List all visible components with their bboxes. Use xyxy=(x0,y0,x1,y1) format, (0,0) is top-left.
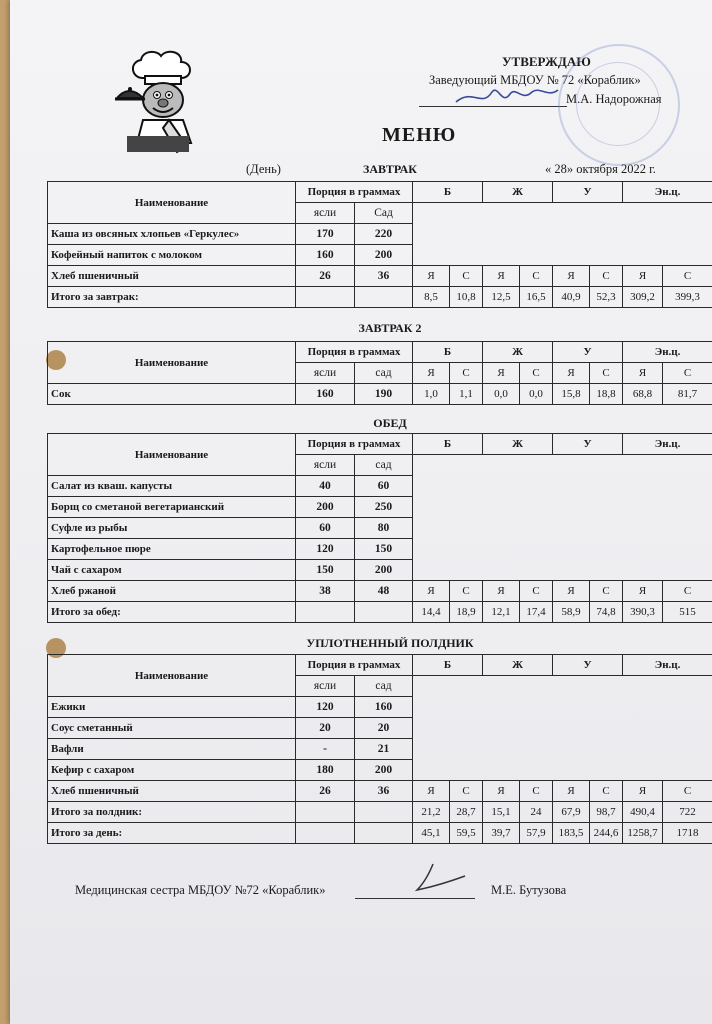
section-title-lunch: ОБЕД xyxy=(373,416,407,430)
table-row: Суфле из рыбы 60 80 xyxy=(48,518,712,539)
table-row: Хлеб ржаной 38 48 Я С Я С Я С Я С xyxy=(48,581,712,602)
table-row: Борщ со сметаной вегетарианский 200 250 xyxy=(48,497,712,518)
footer-signature-line xyxy=(355,898,475,899)
table-row: Вафли - 21 xyxy=(48,739,712,760)
header-zh: Ж xyxy=(483,182,553,203)
header-b: Б xyxy=(413,182,483,203)
table-row: Кофейный напиток с молоком 160 200 xyxy=(48,245,712,266)
day-total-row: Итого за день: 45,1 59,5 39,7 57,9 183,5 244,6 1258,7 1718 xyxy=(48,823,712,844)
total-row: Итого за полдник: 21,2 28,7 15,1 24 67,9 98,7 490,4 722 xyxy=(48,802,712,823)
breakfast-table xyxy=(47,181,712,308)
header-yasli: ясли xyxy=(296,203,355,224)
approval-title: УТВЕРЖДАЮ xyxy=(502,54,591,69)
table-row: Ежики 120 160 xyxy=(48,697,712,718)
footer-name: М.Е. Бутузова xyxy=(491,883,567,897)
table-row: Салат из кваш. капусты 40 60 xyxy=(48,476,712,497)
snack-table: Наименование Порция в граммах Б Ж У Эн.ц. ясли сад Ежики 120 160 Соус сметанный 20 20 Вафли - 21 Кефир с сахаром 180 200 Хлеб пшеничный 26 36 Я С Я С Я С Я С Итого за полдник: 21,2 28,7 15,1 24 67,9 98,7 490,4 722 Итого за день: 45,1 59,5 39,7 57,9 183,5 244,6 1258,7 1718 xyxy=(47,654,712,844)
day-label: (День) xyxy=(246,162,281,176)
page-title: МЕНЮ xyxy=(382,124,457,146)
header-portion: Порция в граммах xyxy=(296,182,413,203)
section-title-breakfast2: ЗАВТРАК 2 xyxy=(358,321,422,335)
date-text: « 28» октября 2022 г. xyxy=(545,162,656,176)
header-sad: Сад xyxy=(355,203,413,224)
table-row: Чай с сахаром 150 200 xyxy=(48,560,712,581)
table-row: Картофельное пюре 120 150 xyxy=(48,539,712,560)
approval-position: Заведующий МБДОУ № 72 «Кораблик» xyxy=(429,73,641,87)
table-row: Соус сметанный 20 20 xyxy=(48,718,712,739)
total-row: Итого за завтрак: 8,5 10,8 12,5 16,5 40,9 52,3 309,2 399,3 xyxy=(48,287,712,308)
header-name: Наименование xyxy=(48,182,296,224)
breakfast2-table: Наименование Порция в граммах Б Ж У Эн.ц. ясли сад Я С Я С Я С Я С Сок 160 190 1,0 1,1 0,0 0,0 15,8 18,8 68,8 81,7 xyxy=(47,341,712,405)
table-row: Хлеб пшеничный 26 36 Я С Я С Я С Я С xyxy=(48,266,712,287)
section-title-snack: УПЛОТНЕННЫЙ ПОЛДНИК xyxy=(306,636,474,650)
chef-logo xyxy=(113,48,205,156)
header-u: У xyxy=(553,182,623,203)
header-en: Эн.ц. xyxy=(623,182,712,203)
total-row: Итого за обед: 14,4 18,9 12,1 17,4 58,9 74,8 390,3 515 xyxy=(48,602,712,623)
table-row: Кефир с сахаром 180 200 xyxy=(48,760,712,781)
stamp-inner xyxy=(576,62,660,146)
footer-signature xyxy=(403,862,473,896)
table-row: Сок 160 190 1,0 1,1 0,0 0,0 15,8 18,8 68,8 81,7 xyxy=(48,384,712,405)
approval-signature xyxy=(452,80,562,110)
footer-position: Медицинская сестра МБДОУ №72 «Кораблик» xyxy=(75,883,326,897)
table-row: Каша из овсяных хлопьев «Геркулес» 170 220 xyxy=(48,224,712,245)
table-row: Хлеб пшеничный 26 36 Я С Я С Я С Я С xyxy=(48,781,712,802)
menu-sheet xyxy=(10,0,712,1024)
section-title-breakfast: ЗАВТРАК xyxy=(362,162,417,176)
approval-name: М.А. Надорожная xyxy=(566,92,662,106)
lunch-table: Наименование Порция в граммах Б Ж У Эн.ц. ясли сад Салат из кваш. капусты 40 60 Борщ со сметаной вегетарианский 200 250 Суфле из рыбы 60 80 Картофельное пюре 120 150 Чай с сахаром 150 200 Хлеб ржаной 38 48 Я С Я С Я С Я С Итого за обед: 14,4 18,9 12,1 17,4 58,9 74,8 390,3 515 xyxy=(47,433,712,623)
